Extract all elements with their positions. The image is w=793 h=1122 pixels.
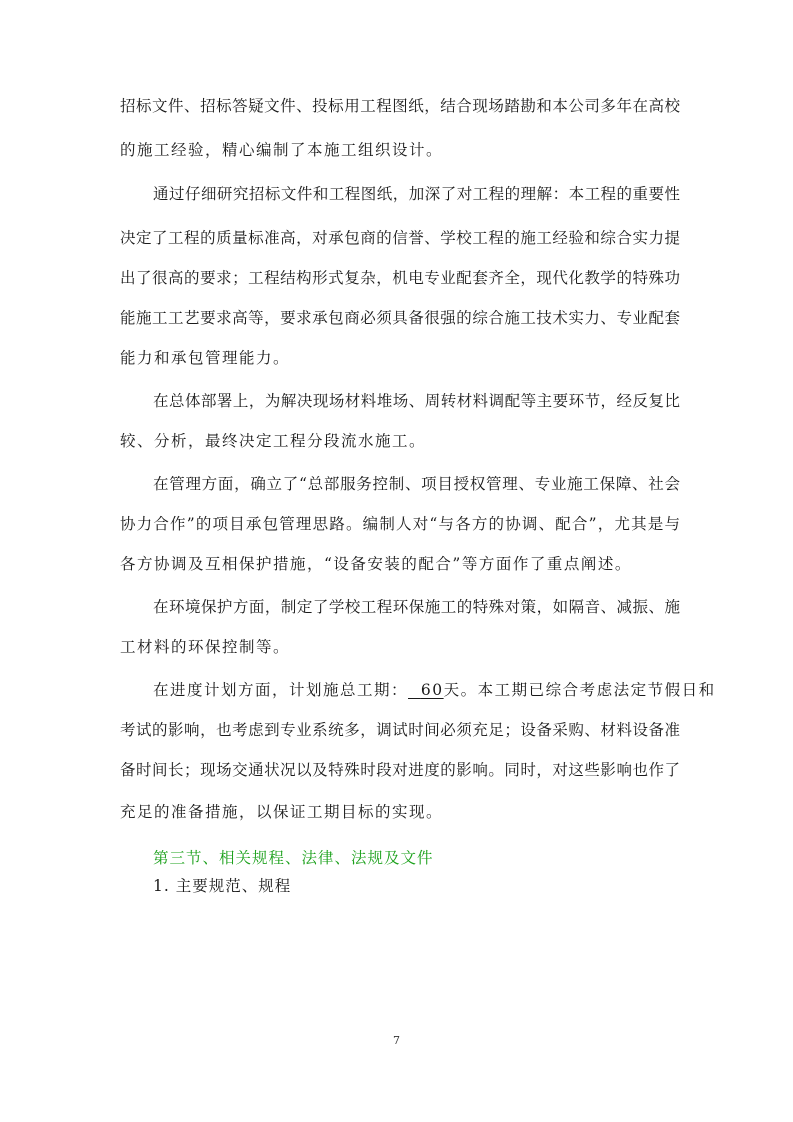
paragraph-first-line: 通过仔细研究招标文件和工程图纸，加深了对工程的理解：本工程的重要性 bbox=[153, 185, 680, 203]
body-text-line: 能施工工艺要求高等，要求承包商必须具备很强的综合施工技术实力、专业配套 bbox=[120, 309, 680, 327]
schedule-suffix: 天。本工期已综合考虑法定节假日和 bbox=[443, 681, 716, 699]
body-text-line: 的施工经验，精心编制了本施工组织设计。 bbox=[120, 141, 444, 159]
schedule-prefix: 在进度计划方面，计划施总工期： bbox=[153, 681, 409, 699]
paragraph-first-line: 在管理方面，确立了“总部服务控制、项目授权管理、专业施工保障、社会 bbox=[153, 475, 680, 493]
body-text-line: 较、分析，最终决定工程分段流水施工。 bbox=[120, 432, 427, 450]
body-text-line: 各方协调及互相保护措施，“设备安装的配合”等方面作了重点阐述。 bbox=[120, 555, 632, 573]
schedule-days-value: 60 bbox=[420, 681, 444, 699]
paragraph-first-line: 在环境保护方面，制定了学校工程环保施工的特殊对策，如隔音、减振、施 bbox=[153, 598, 680, 616]
body-text-line: 协力合作”的项目承包管理思路。编制人对“与各方的协调、配合”，尤其是与 bbox=[120, 515, 680, 533]
body-text-line: 工材料的环保控制等。 bbox=[120, 638, 291, 656]
body-text-line: 决定了工程的质量标准高，对承包商的信誉、学校工程的施工经验和综合实力提 bbox=[120, 229, 680, 247]
section-heading: 第三节、相关规程、法律、法规及文件 bbox=[153, 849, 434, 867]
paragraph-first-line: 在总体部署上，为解决现场材料堆场、周转材料调配等主要环节，经反复比 bbox=[153, 392, 680, 410]
body-text-line: 出了很高的要求；工程结构形式复杂，机电专业配套齐全，现代化教学的特殊功 bbox=[120, 269, 680, 287]
schedule-line bbox=[153, 680, 716, 700]
subsection-heading: 1. 主要规范、规程 bbox=[153, 877, 292, 895]
body-text-line: 充足的准备措施，以保证工期目标的实现。 bbox=[120, 803, 444, 821]
body-text-line: 能力和承包管理能力。 bbox=[120, 349, 291, 367]
body-text-line: 招标文件、招标答疑文件、投标用工程图纸，结合现场踏勘和本公司多年在高校 bbox=[120, 97, 680, 115]
body-text-line: 考试的影响，也考虑到专业系统多，调试时间必须充足；设备采购、材料设备准 bbox=[120, 721, 680, 739]
page-number: 7 bbox=[393, 1034, 400, 1047]
body-text-line: 备时间长；现场交通状况以及特殊时段对进度的影响。同时，对这些影响也作了 bbox=[120, 761, 680, 779]
